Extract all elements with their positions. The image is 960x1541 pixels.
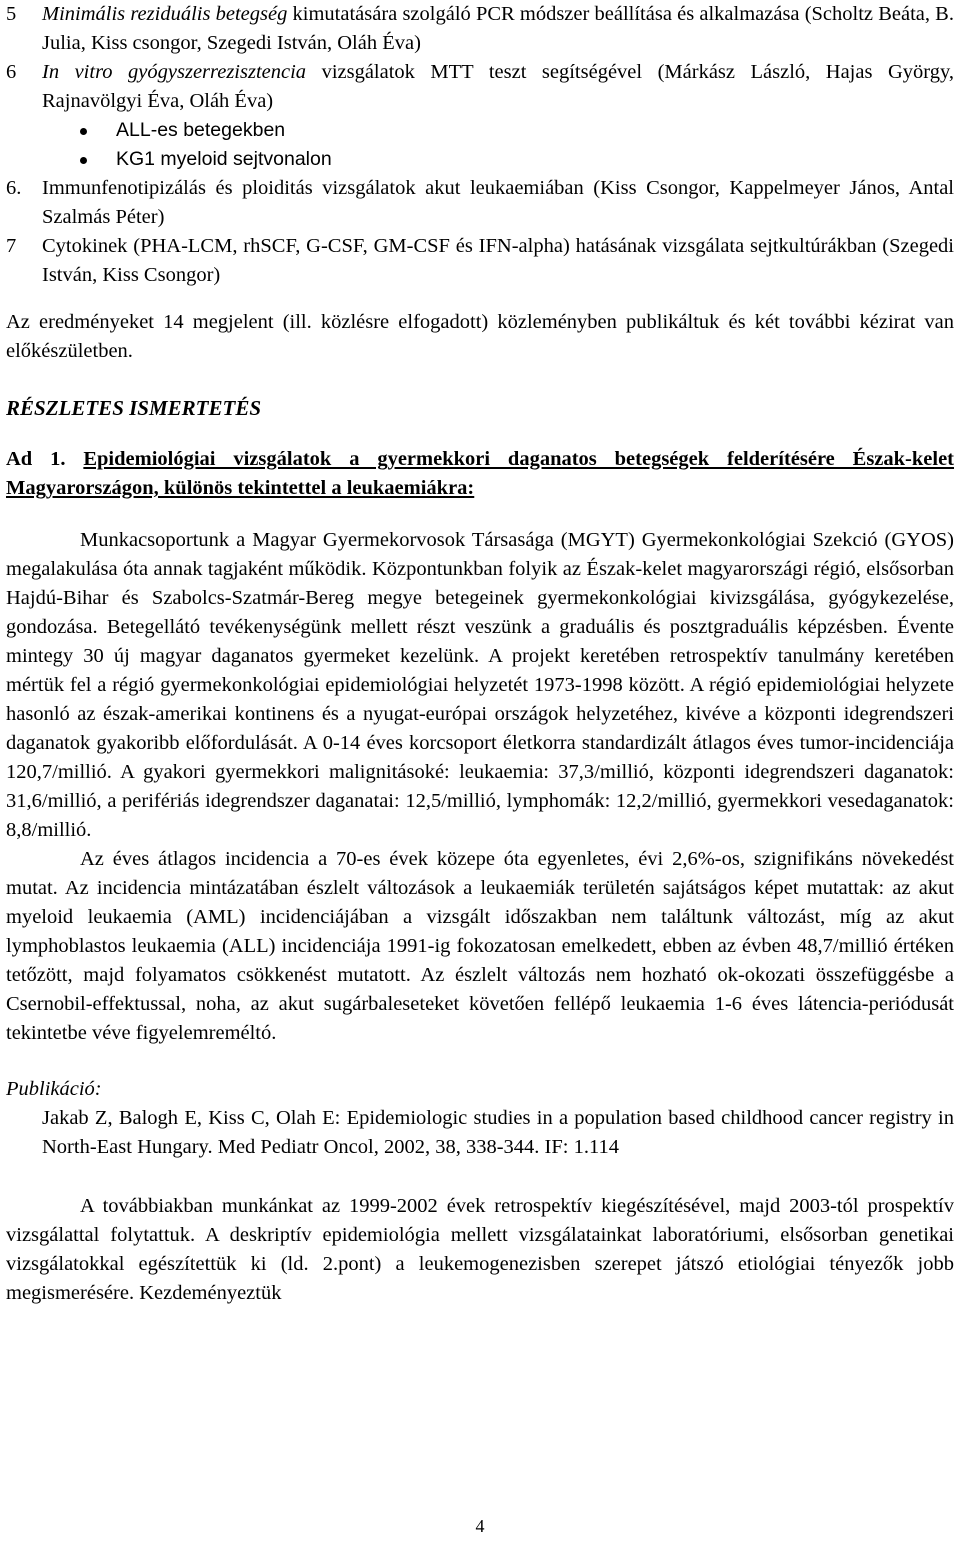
paragraph-3: A továbbiakban munkánkat az 1999-2002 évek retrospektív kiegészítésével, majd 2003-tól prospektív vizsgálattal folytattuk. A deskriptív epidemiológia mellett vizsgálatainkat laboratóriumi, elsősorban genetikai vizsgálatokkal egészítettük ki (ld. 2.pont) a leukemogenezisben szerepet játszó etiológiai tényezők jobb megismerésére. Kezdeményeztük [6, 1195, 954, 1304]
list-item-5 [6, 0, 954, 58]
list-item-title: In vitro gyógyszerrezisztencia [42, 61, 307, 83]
list-item-text [42, 58, 954, 116]
list-item-rest: kimutatására szolgáló PCR módszer beállítása és alkalmazása (Scholtz Beáta, B. Julia, Kiss csongor, Szegedi István, Oláh Éva) [42, 3, 954, 54]
document-page [6, 0, 954, 1308]
page-number: 4 [475, 1516, 485, 1536]
bullet-list [6, 116, 954, 174]
list-item-rest: vizsgálatok MTT teszt segítségével (Márkász László, Hajas György, Rajnavölgyi Éva, Oláh Éva) [42, 61, 954, 112]
results-paragraph: Az eredményeket 14 megjelent (ill. közlésre elfogadott) közleményben publikáltuk és két további kézirat van előkészületben. [6, 311, 954, 362]
list-item-6b [6, 174, 954, 232]
publication-label: Publikáció: [6, 1078, 102, 1100]
list-item-text: Immunfenotipizálás és ploiditás vizsgálatok akut leukaemiában (Kiss Csongor, Kappelmeyer János, Antal Szalmás Péter) [42, 177, 954, 228]
list-number: 7 [6, 235, 17, 257]
list-item-6 [6, 58, 954, 116]
section-heading: RÉSZLETES ISMERTETÉS [6, 396, 262, 420]
list-number: 6. [6, 177, 22, 199]
paragraph-2: Az éves átlagos incidencia a 70-es évek közepe óta egyenletes, évi 2,6%-os, szignifikáns növekedést mutat. Az incidencia mintázatában észlelt változások a leukaemiák területén sajátságos képet mutattak: az akut myeloid leukaemia (AML) incidenciájában a vizsgált időszakban nem találtunk változást, míg az akut lymphoblastos leukaemia (ALL) incidenciája 1991-ig fokozatosan emelkedett, ebben az évben 48,7/millió értéken tetőzött, majd folyamatos csökkenést mutatott. Az észlelt változás nem hozható ok-okozati összefüggésbe a Csernobil-effektussal, noha, az akut sugárbaleseteket követően fellépő leukaemia 1-6 éves látencia-periódusát tekintetbe véve figyelemreméltó. [6, 848, 954, 1044]
ad1-heading [6, 445, 954, 503]
list-item-title: Minimális reziduális betegség [42, 3, 288, 25]
paragraph-1: Munkacsoportunk a Magyar Gyermekorvosok Társasága (MGYT) Gyermekonkológiai Szekció (GYOS) megalakulása óta annak tagjaként működik. Központunkban folyik az Észak-kelet magyarországi régió, elsősorban Hajdú-Bihar és Szabolcs-Szatmár-Bereg megye betegeinek gyermekonkológiai kivizsgálása, gyógykezelése, gondozása. Betegellátó tevékenységünk mellett részt veszünk a graduális és posztgraduális képzésben. Évente mintegy 30 új magyar daganatos gyermeket kezelünk. A projekt keretében retrospektív tanulmány keretében mértük fel a régió gyermekonkológiai epidemiológiai helyzetét 1973-1998 között. A régió epidemiológiai helyzete hasonló az észak-amerikai kontinens és a nyugat-európai országok helyzetéhez, kivéve a központi idegrendszeri daganatok gyakoribb előfordulását. A 0-14 éves korcsoport életkorra standardizált átlagos éves tumor-incidenciája 120,7/millió. A gyakori gyermekkori malignitásoké: leukaemia: 37,3/millió, központi idegrendszeri daganatok: 31,6/millió, a perifériás idegrendszer daganatai: 12,5/millió, lymphomák: 12,2/millió, gyermekkori vesedaganatok: 8,8/millió. [6, 529, 954, 841]
list-number: 5 [6, 3, 17, 25]
ad1-title: Epidemiológiai vizsgálatok a gyermekkori daganatos betegségek felderítésére Észak-kelet Magyarországon, különös tekintettel a leukaemiákra: [6, 448, 955, 499]
list-item-text: Cytokinek (PHA-LCM, rhSCF, G-CSF, GM-CSF és IFN-alpha) hatásának vizsgálata sejtkultúrákban (Szegedi István, Kiss Csongor) [42, 235, 954, 286]
bullet-item: ALL-es betegekben [116, 116, 954, 145]
ad1-prefix: Ad 1. [6, 448, 66, 470]
bullet-item: KG1 myeloid sejtvonalon [116, 145, 954, 174]
list-item-7 [6, 232, 954, 290]
publication-citation: Jakab Z, Balogh E, Kiss C, Olah E: Epidemiologic studies in a population based childhood cancer registry in North-East Hungary. Med Pediatr Oncol, 2002, 38, 338-344. IF: 1.114 [42, 1107, 954, 1158]
list-number: 6 [6, 61, 17, 83]
list-item-text [42, 0, 954, 58]
